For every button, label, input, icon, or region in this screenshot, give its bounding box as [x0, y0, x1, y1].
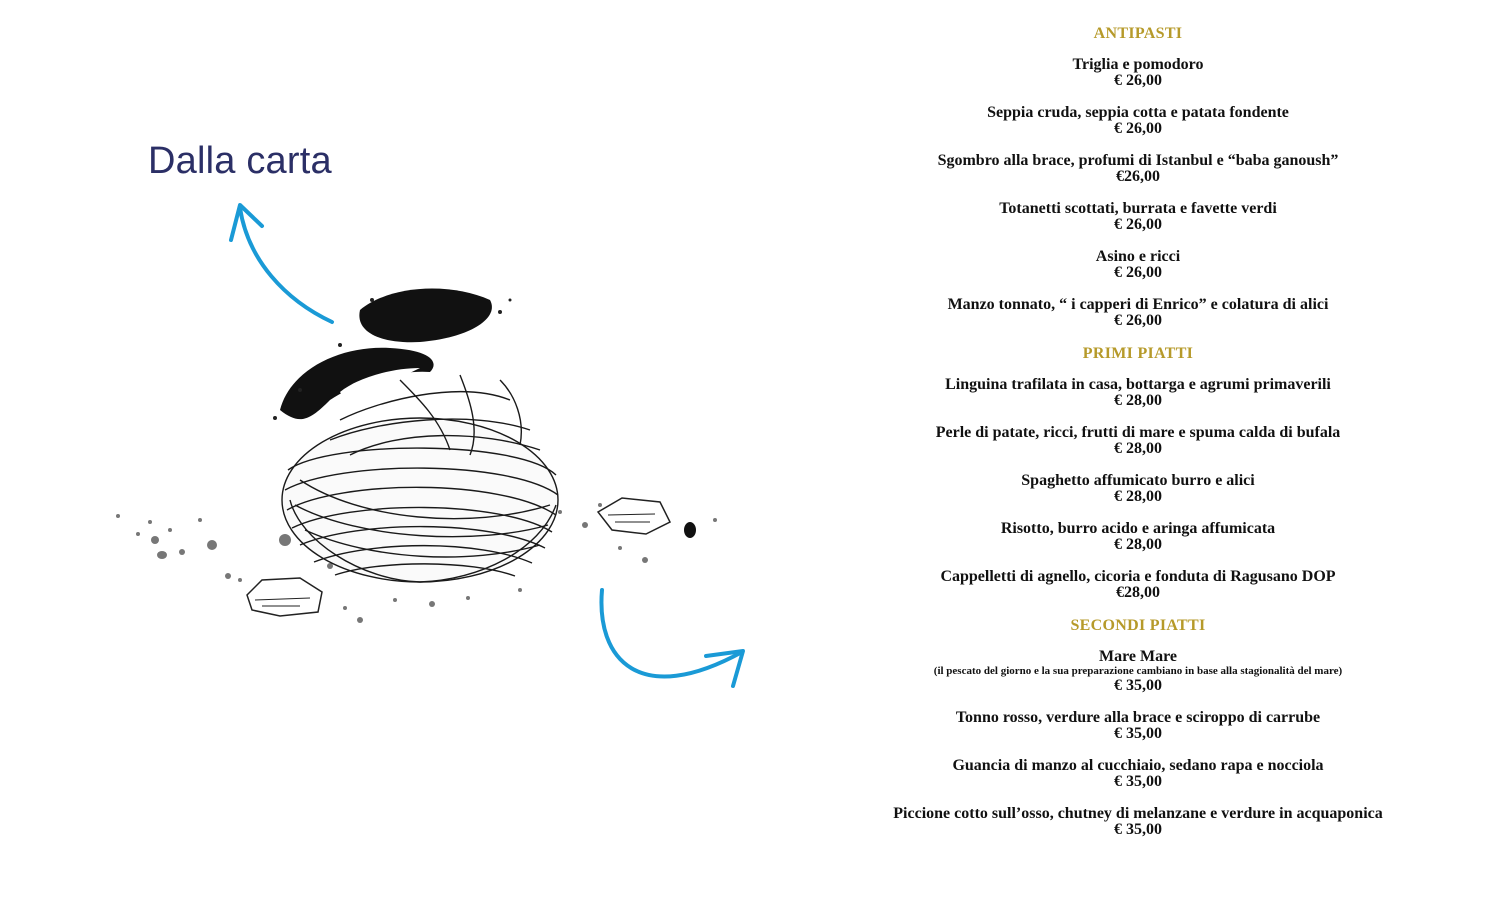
menu-item: [838, 710, 1438, 742]
menu-item: [838, 201, 1438, 233]
item-price: € 28,00: [1114, 536, 1162, 553]
item-name: Guancia di manzo al cucchiaio, sedano rapa e nocciola: [952, 757, 1324, 774]
item-price: € 35,00: [1114, 821, 1162, 838]
menu-item: [838, 758, 1438, 790]
item-price: € 26,00: [1114, 312, 1162, 329]
bread-crust: [280, 289, 492, 420]
item-name: Sgombro alla brace, profumi di Istanbul e “baba ganoush”: [937, 152, 1339, 169]
item-price: € 26,00: [1114, 120, 1162, 137]
section-primi-piatti: [838, 344, 1438, 601]
item-name: Spaghetto affumicato burro e alici: [1021, 472, 1255, 489]
arrow-right-icon: [601, 590, 743, 686]
item-name: Totanetti scottati, burrata e favette verdi: [999, 200, 1277, 217]
item-price: € 26,00: [1114, 216, 1162, 233]
menu-item: [838, 473, 1438, 505]
item-price: € 26,00: [1114, 72, 1162, 89]
section-title: SECONDI PIATTI: [1070, 617, 1206, 634]
item-name: Risotto, burro acido e aringa affumicata: [1000, 520, 1276, 537]
menu-item: [838, 153, 1438, 185]
item-name: Manzo tonnato, “ i capperi di Enrico” e colatura di alici: [947, 296, 1329, 313]
menu-item: [838, 249, 1438, 281]
item-price: € 28,00: [1114, 392, 1162, 409]
menu-item: [838, 521, 1438, 553]
menu-item: [838, 105, 1438, 137]
arrow-up-icon: [231, 205, 332, 322]
item-name: Linguina trafilata in casa, bottarga e agrumi primaverili: [945, 376, 1331, 393]
section-secondi-piatti: [838, 616, 1438, 838]
item-price: € 26,00: [1114, 264, 1162, 281]
item-price: € 28,00: [1114, 440, 1162, 457]
item-name: Piccione cotto sull’osso, chutney di melanzane e verdure in acquaponica: [893, 805, 1383, 822]
item-price: € 35,00: [1114, 725, 1162, 742]
section-title: ANTIPASTI: [1093, 25, 1183, 42]
item-name: Tonno rosso, verdure alla brace e sciroppo di carrube: [955, 709, 1321, 726]
item-price: € 28,00: [1114, 488, 1162, 505]
item-price: € 35,00: [1114, 677, 1162, 694]
item-name: Cappelletti di agnello, cicoria e fonduta di Ragusano DOP: [940, 568, 1336, 585]
menu-item: [838, 425, 1438, 457]
menu-item: [838, 806, 1438, 838]
item-name: Seppia cruda, seppia cotta e patata fondente: [987, 104, 1289, 121]
section-antipasti: [838, 24, 1438, 329]
item-price: €28,00: [1116, 584, 1160, 601]
item-name: Asino e ricci: [1095, 248, 1181, 265]
menu-item: [838, 569, 1438, 601]
section-title: PRIMI PIATTI: [1082, 345, 1194, 362]
page-title: Dalla carta: [148, 140, 332, 182]
item-name: Perle di patate, ricci, frutti di mare e spuma calda di bufala: [935, 424, 1341, 441]
item-price: €26,00: [1116, 168, 1160, 185]
menu-item: [838, 649, 1438, 694]
menu-item: [838, 377, 1438, 409]
item-note: (il pescato del giorno e la sua preparazione cambiano in base alla stagionalità del mare): [933, 665, 1343, 677]
item-name: Triglia e pomodoro: [1072, 56, 1204, 73]
menu-item: [838, 297, 1438, 329]
menu: [838, 24, 1438, 838]
item-name: Mare Mare: [1098, 648, 1178, 665]
menu-item: [838, 57, 1438, 89]
item-price: € 35,00: [1114, 773, 1162, 790]
